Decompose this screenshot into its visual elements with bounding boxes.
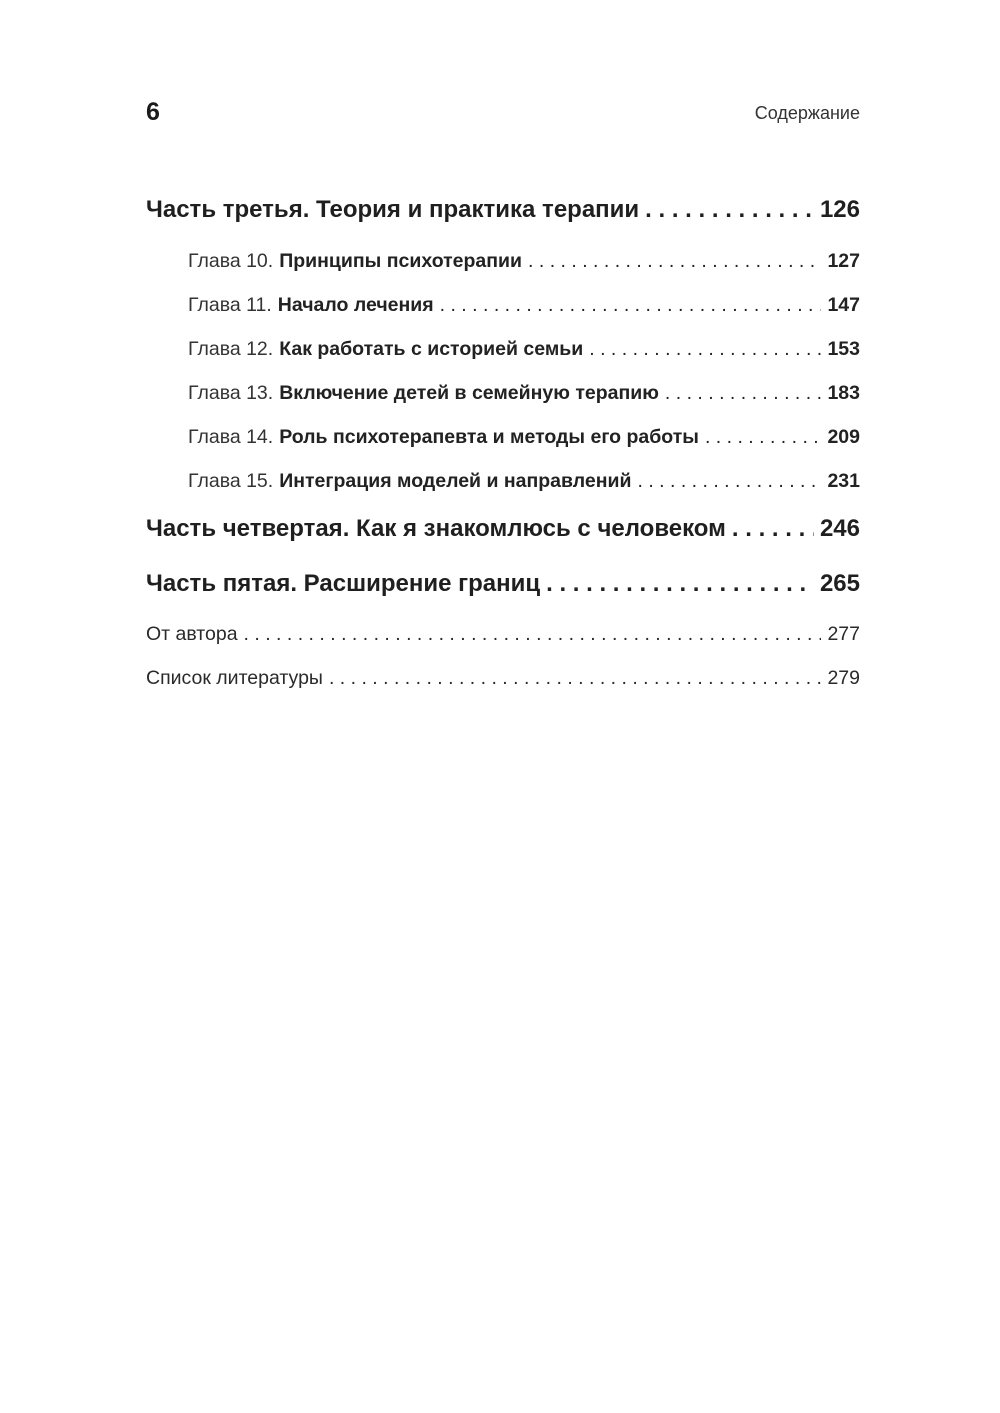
toc-page-number: 246 bbox=[819, 515, 860, 542]
toc-page-number: 209 bbox=[827, 426, 860, 448]
toc-bibliography[interactable] bbox=[146, 667, 860, 690]
toc-page-number: 183 bbox=[827, 382, 860, 404]
dot-leader bbox=[732, 515, 814, 543]
dot-leader bbox=[589, 338, 821, 361]
toc-page-number: 126 bbox=[819, 196, 860, 223]
dot-leader bbox=[528, 250, 821, 273]
dot-leader bbox=[244, 623, 822, 646]
dot-leader bbox=[665, 382, 822, 405]
chapter-prefix: Глава 12. bbox=[188, 338, 274, 360]
chapter-title: Принципы психотерапии bbox=[279, 250, 523, 272]
chapter-title: Включение детей в семейную терапию bbox=[279, 382, 659, 404]
chapter-prefix: Глава 11. bbox=[188, 294, 272, 316]
toc-page-number: 265 bbox=[819, 570, 860, 597]
toc-page-number: 231 bbox=[827, 470, 860, 492]
toc-page-number: 127 bbox=[827, 250, 860, 272]
toc-page-number: 277 bbox=[827, 623, 860, 645]
toc-page-number: 279 bbox=[827, 667, 860, 689]
chapter-prefix: Глава 13. bbox=[188, 382, 274, 404]
toc-chapter-12[interactable] bbox=[188, 338, 860, 361]
toc-chapter-10[interactable] bbox=[188, 250, 860, 273]
toc-part-title: Часть пятая. Расширение границ bbox=[146, 570, 541, 597]
chapter-title: Интеграция моделей и направлений bbox=[279, 470, 632, 492]
toc-back-title: Список литературы bbox=[146, 667, 323, 689]
page-header bbox=[146, 96, 860, 132]
toc-part-title: Часть четвертая. Как я знакомлюсь с человеком bbox=[146, 515, 726, 542]
chapter-title: Как работать с историей семьи bbox=[279, 338, 584, 360]
toc-chapter-14[interactable] bbox=[188, 426, 860, 449]
dot-leader bbox=[440, 294, 822, 317]
toc-page-number: 147 bbox=[827, 294, 860, 316]
dot-leader bbox=[329, 667, 822, 690]
running-head: Содержание bbox=[754, 103, 860, 123]
chapter-prefix: Глава 10. bbox=[188, 250, 274, 272]
dot-leader bbox=[645, 196, 814, 224]
chapter-title: Начало лечения bbox=[277, 294, 434, 316]
toc-chapter-11[interactable] bbox=[188, 294, 860, 317]
chapter-title: Роль психотерапевта и методы его работы bbox=[279, 426, 699, 448]
toc-part-5[interactable] bbox=[146, 570, 860, 598]
toc-part-3[interactable] bbox=[146, 196, 860, 224]
toc-part-4[interactable] bbox=[146, 515, 860, 543]
chapter-prefix: Глава 14. bbox=[188, 426, 274, 448]
toc-chapter-13[interactable] bbox=[188, 382, 860, 405]
toc-chapter-15[interactable] bbox=[188, 470, 860, 493]
toc-from-author[interactable] bbox=[146, 623, 860, 646]
toc-page-number: 153 bbox=[827, 338, 860, 360]
dot-leader bbox=[705, 426, 822, 449]
dot-leader bbox=[546, 570, 814, 598]
dot-leader bbox=[638, 470, 822, 493]
page-number: 6 bbox=[146, 98, 161, 126]
toc-part-title: Часть третья. Теория и практика терапии bbox=[146, 196, 640, 223]
toc-back-title: От автора bbox=[146, 623, 238, 645]
chapter-prefix: Глава 15. bbox=[188, 470, 274, 492]
